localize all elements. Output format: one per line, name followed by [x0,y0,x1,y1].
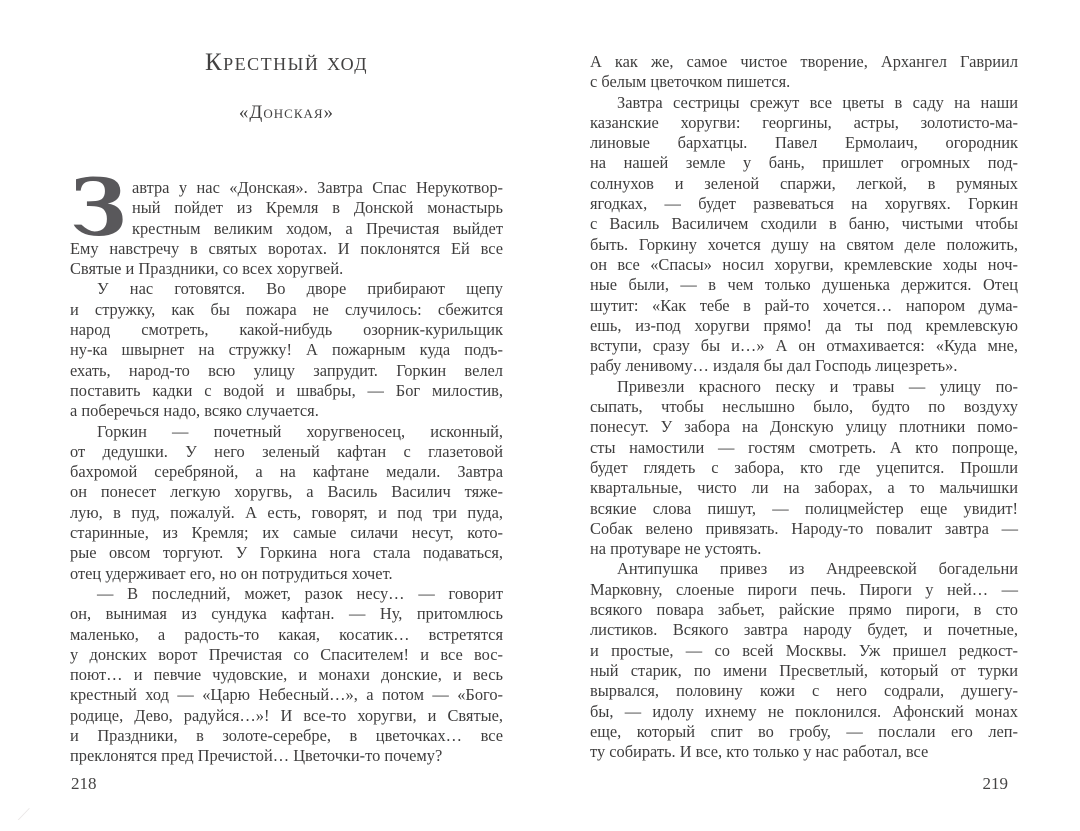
text-line: Горкин — почетный хоругвеносец, исконный, [97,421,503,441]
text-line: листиков. Всякого завтра народу будет, и почетные, [590,620,1018,640]
text-line: солнухов и зеленой спаржи, легкой, в румяных [590,173,1018,193]
text-line: ту собирать. И все, кто только у нас работал, все [590,742,929,762]
text-line: и простые, — со всей Москвы. Уж пришел редкост- [590,640,1018,660]
text-line: всякого повара забьет, райские прямо пироги, в сто [590,600,1018,620]
chapter-title: Крестный ход [204,49,369,76]
text-line: еще, который спит во гробу, — послали его леп- [590,721,1018,741]
text-line: ный пойдет из Кремля в Донской монастырь [132,198,503,218]
text-line: и стружку, как бы пожара не случилось: сбежится [70,299,503,319]
text-line: ный старик, по имени Пресветлый, который от турки [590,660,1018,680]
text-line: от дедушки. У него зеленый кафтан с глазетовой [70,441,503,461]
text-line: Ему навстречу в святых воротах. И поклонятся Ей все [70,238,503,258]
text-line: понесут. У забора на Донскую улицу плотники помо- [590,417,1018,437]
text-line: он понесет легкую хоругвь, а Василь Василич тяже- [70,482,503,502]
text-line: ну-ка швырнет на стружку! А пожарным куда подъ- [70,340,503,360]
text-line: казанские хоругви: георгины, астры, золотисто-ма- [590,112,1018,132]
text-line: ные были, — в чем только душенька держится. Отец [590,275,1018,295]
text-line: он, вынимая из сундука кафтан. — Ну, притомлюсь [70,604,503,624]
text-line: всякие слова пишут, — полицмейстер еще увидит! [590,498,1018,518]
text-line: бы, — идолу ихнему не поклонился. Афонский монах [590,701,1018,721]
text-line: Святые и Праздники, со всех хоругвей. [70,259,344,279]
text-line: старинные, из Кремля; их самые силачи несут, кото- [70,523,503,543]
text-line: с Василь Василичем сходили в баню, чистыми чтобы [590,214,1018,234]
text-line: быть. Горкину хочется душу на святом деле положить, [590,234,1018,254]
text-line: преклонятся пред Пречистой… Цветочки-то почему? [70,746,443,766]
text-line: поставить кадки с водой и швабры, — Бог милостив, [70,380,503,400]
text-line: отец удерживает его, но он потрудиться хочет. [70,563,393,583]
text-line: сыпать, чтобы неслышно было, будто по воздуху [590,397,1018,417]
text-line: крестным великим ходом, а Пречистая выйдет [132,218,503,238]
section-title: «Донская» [238,102,335,123]
text-line: квартальные, чисто ли на заборах, а то мальчишки [590,478,1018,498]
text-line: Марковну, слоеные пироги печь. Пироги у ней… — [590,579,1018,599]
right-page-number: 219 [982,774,1008,793]
text-line: А как же, самое чистое творение, Архангел Гавриил [590,52,1018,71]
text-line: вырвался, половину кожи с него содрали, душегу- [590,681,1018,701]
text-line: — В последний, может, разок несу… — говорит [97,583,503,603]
text-line: Привезли красного песку и травы — улицу по- [617,376,1018,396]
text-line: а поберечься надо, всяко случается. [70,401,319,421]
text-line: будет глядеть с забора, кто где уцепится. Прошли [590,457,1018,477]
right-page-body [590,52,1018,762]
text-line: вступи, сразу бы и…» А он отмахивается: «Куда мне, [590,336,1018,356]
text-line: и Праздники, в золоте-серебре, в цветочках… все [70,726,503,746]
scan-artifact-mark: ⁄ [20,803,27,826]
text-line: лую, в пуд, пожалуй. А есть, говорят, и под три пуда, [70,502,503,522]
left-page-number: 218 [71,774,97,793]
text-line: Завтра сестрицы срежут все цветы в саду на наши [617,92,1018,112]
text-line: бахромой серебряной, а на кафтане медали. Завтра [70,462,503,482]
text-line: народ смотреть, какой-нибудь озорник-курильщик [70,320,503,340]
text-line: ешь, из-под хоругви прямо! да ты под кремлевскую [590,315,1018,335]
text-line: поют… и певчие чудовские, и монахи донские, и весь [70,665,503,685]
text-line: рые овсом торгуют. У Горкина нога стала подаваться, [70,543,503,563]
text-line: ехать, народ-то всю улицу запрудит. Горкин велел [70,360,503,380]
text-line: ягодках, — будет развеваться на хоругвях. Горкин [590,194,1018,214]
text-line: на нашей земле у бань, пришлет огромных под- [590,153,1018,173]
text-line: маленько, а радость-то какая, косатик… встретятся [70,624,503,644]
text-line: У нас готовятся. Во дворе прибирают щепу [97,279,503,299]
text-line: он все «Спасы» носил хоругви, кремлевские ходы ноч- [590,254,1018,274]
text-line: автра у нас «Донская». Завтра Спас Нерукотвор- [132,178,503,197]
text-line: Собак велено привязать. Народу-то повалит завтра — [590,518,1018,538]
left-page-heading [70,48,503,124]
text-line: шутит: «Как тебе в рай-то хочется… напором дума- [590,295,1018,315]
text-line: у донских ворот Пречистая со Спасителем! и все вос- [70,644,503,664]
text-line: крестный ход — «Царю Небесный…», а потом — «Бого- [70,685,503,705]
text-line: линовые бархатцы. Павел Ермолаич, огородник [590,133,1018,153]
text-line: на протуваре не устоять. [590,539,762,559]
text-line: рабу ленивому… издаля бы дал Господь лицезреть». [590,356,958,376]
text-line: родице, Дево, радуйся…»! И все-то хоругви, и Святые, [70,705,503,725]
drop-cap-letter: З [70,161,127,254]
text-line: с белым цветочком пишется. [590,72,791,92]
text-line: Антипушка привез из Андреевской богадельни [617,559,1018,579]
text-line: сты намостили — гостям смотреть. А кто попроще, [590,437,1018,457]
left-page-body [70,161,503,767]
